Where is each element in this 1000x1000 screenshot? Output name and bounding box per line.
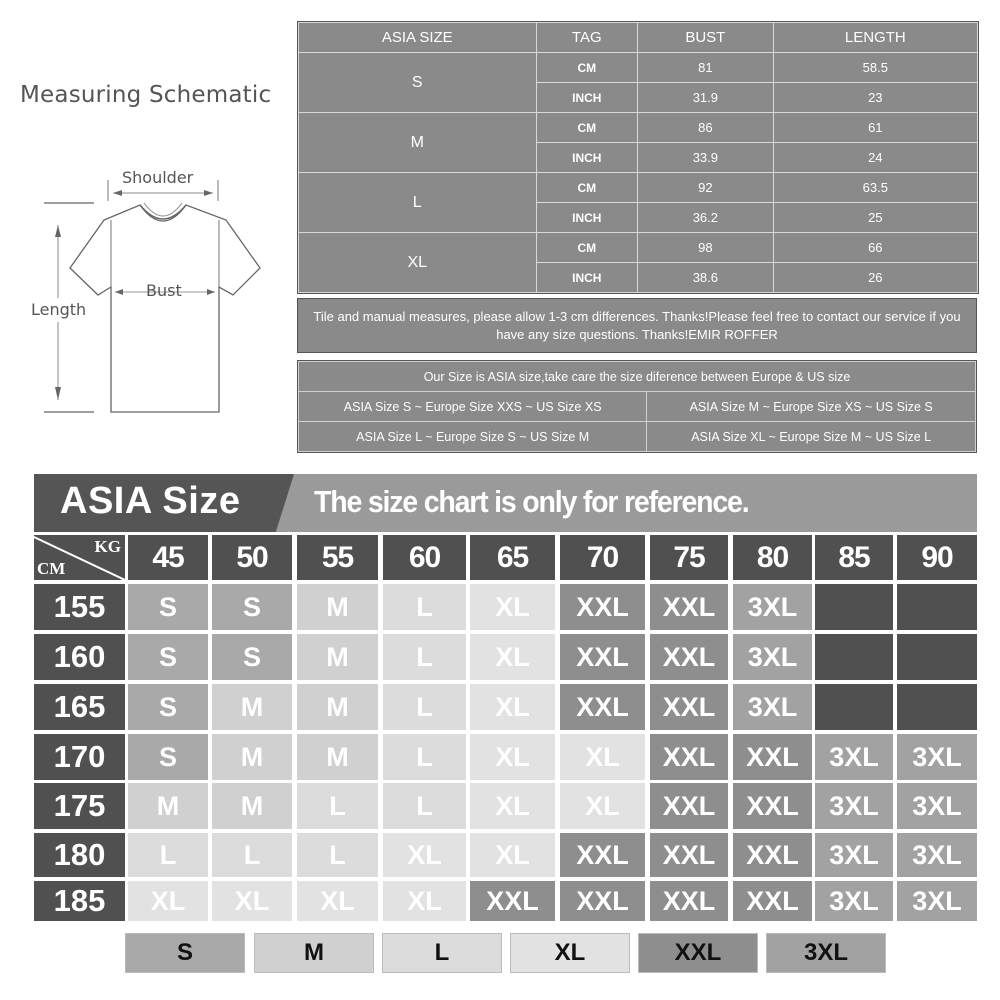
- conversion-item: ASIA Size S ~ Europe Size XXS ~ US Size XS: [299, 392, 647, 422]
- legend-swatch-l: L: [382, 933, 502, 973]
- size-cell: 3XL: [733, 634, 812, 680]
- height-header: 170: [34, 734, 125, 780]
- conversion-title: Our Size is ASIA size,take care the size diference between Europe & US size: [299, 362, 976, 392]
- size-cell: XXL: [560, 881, 645, 921]
- size-conversion-table: [297, 360, 977, 453]
- legend-swatch-xxl: XXL: [638, 933, 758, 973]
- size-cell: XL: [299, 233, 537, 293]
- size-cell: [815, 684, 893, 730]
- size-cell: L: [383, 684, 466, 730]
- size-cell: S: [128, 734, 208, 780]
- header-length: LENGTH: [773, 23, 977, 53]
- size-cell: XXL: [560, 684, 645, 730]
- size-cell: XL: [560, 783, 645, 829]
- length-cell: 58.5: [773, 53, 977, 83]
- header-asia-size: ASIA SIZE: [299, 23, 537, 53]
- size-cell: S: [128, 634, 208, 680]
- bust-cell: 98: [638, 233, 774, 263]
- size-cell: XXL: [650, 783, 728, 829]
- size-cell: L: [299, 173, 537, 233]
- size-cell: S: [212, 584, 292, 630]
- height-header: 175: [34, 783, 125, 829]
- size-cell: L: [383, 634, 466, 680]
- size-cell: XXL: [650, 881, 728, 921]
- weight-header: 90: [897, 535, 977, 580]
- bust-cell: 33.9: [638, 143, 774, 173]
- size-cell: XXL: [733, 734, 812, 780]
- length-cell: 63.5: [773, 173, 977, 203]
- tag-cell: INCH: [536, 143, 638, 173]
- size-cell: XL: [560, 734, 645, 780]
- height-header: 185: [34, 881, 125, 921]
- banner-title: ASIA Size: [60, 480, 241, 522]
- bust-cell: 31.9: [638, 83, 774, 113]
- size-cell: M: [297, 684, 378, 730]
- size-cell: S: [212, 634, 292, 680]
- size-cell: 3XL: [897, 881, 977, 921]
- cm-unit-label: CM: [37, 559, 66, 578]
- height-header: 180: [34, 833, 125, 877]
- size-cell: [897, 584, 977, 630]
- banner-subtitle: The size chart is only for reference.: [314, 484, 749, 519]
- schematic-title: Measuring Schematic: [20, 82, 272, 108]
- size-cell: 3XL: [733, 584, 812, 630]
- tag-cell: INCH: [536, 83, 638, 113]
- size-cell: L: [297, 783, 378, 829]
- size-cell: [815, 634, 893, 680]
- size-cell: M: [128, 783, 208, 829]
- size-cell: XXL: [650, 684, 728, 730]
- size-cell: XL: [383, 881, 466, 921]
- size-cell: XL: [383, 833, 466, 877]
- bust-cell: 38.6: [638, 263, 774, 293]
- weight-header: 80: [733, 535, 812, 580]
- length-label: Length: [31, 300, 87, 319]
- size-cell: S: [128, 684, 208, 730]
- height-header: 165: [34, 684, 125, 730]
- weight-header: 55: [297, 535, 378, 580]
- size-cell: XXL: [733, 833, 812, 877]
- legend-swatch-xl: XL: [510, 933, 630, 973]
- tag-cell: CM: [536, 53, 638, 83]
- size-cell: 3XL: [733, 684, 812, 730]
- size-cell: 3XL: [815, 833, 893, 877]
- size-cell: 3XL: [897, 783, 977, 829]
- table-header-row: [299, 23, 978, 53]
- size-cell: XXL: [560, 833, 645, 877]
- weight-header: 60: [383, 535, 466, 580]
- tag-cell: CM: [536, 113, 638, 143]
- length-cell: 25: [773, 203, 977, 233]
- size-cell: M: [297, 634, 378, 680]
- size-cell: [897, 684, 977, 730]
- size-cell: M: [297, 584, 378, 630]
- size-cell: XXL: [650, 584, 728, 630]
- size-cell: XXL: [560, 634, 645, 680]
- size-cell: XL: [297, 881, 378, 921]
- size-cell: XL: [470, 833, 555, 877]
- shoulder-label: Shoulder: [122, 168, 194, 187]
- weight-header: 75: [650, 535, 728, 580]
- size-cell: XXL: [650, 634, 728, 680]
- length-cell: 61: [773, 113, 977, 143]
- size-cell: L: [383, 783, 466, 829]
- weight-header: 85: [815, 535, 893, 580]
- legend-swatch-m: M: [254, 933, 374, 973]
- size-cell: 3XL: [897, 833, 977, 877]
- size-cell: 3XL: [897, 734, 977, 780]
- weight-header: 50: [212, 535, 292, 580]
- size-cell: 3XL: [815, 783, 893, 829]
- size-cell: 3XL: [815, 734, 893, 780]
- conversion-item: ASIA Size M ~ Europe Size XS ~ US Size S: [647, 392, 976, 422]
- size-cell: XL: [470, 783, 555, 829]
- conversion-item: ASIA Size L ~ Europe Size S ~ US Size M: [299, 422, 647, 452]
- tag-cell: INCH: [536, 263, 638, 293]
- size-cell: XXL: [650, 734, 728, 780]
- size-cell: M: [212, 684, 292, 730]
- kg-unit-label: KG: [94, 537, 121, 556]
- tag-cell: INCH: [536, 203, 638, 233]
- size-cell: M: [212, 783, 292, 829]
- size-cell: M: [212, 734, 292, 780]
- weight-header: 45: [128, 535, 208, 580]
- length-cell: 24: [773, 143, 977, 173]
- bust-cell: 92: [638, 173, 774, 203]
- asia-size-banner: [34, 474, 977, 532]
- table-row: [299, 173, 978, 203]
- weight-header: 65: [470, 535, 555, 580]
- legend-swatch-3xl: 3XL: [766, 933, 886, 973]
- length-cell: 26: [773, 263, 977, 293]
- size-cell: XL: [212, 881, 292, 921]
- length-cell: 23: [773, 83, 977, 113]
- size-cell: 3XL: [815, 881, 893, 921]
- tag-cell: CM: [536, 233, 638, 263]
- bust-cell: 81: [638, 53, 774, 83]
- size-cell: L: [297, 833, 378, 877]
- height-header: 160: [34, 634, 125, 680]
- size-cell: XXL: [560, 584, 645, 630]
- size-cell: L: [212, 833, 292, 877]
- size-cell: L: [383, 584, 466, 630]
- size-spec-table: [297, 21, 979, 294]
- size-cell: XL: [470, 684, 555, 730]
- size-cell: S: [299, 53, 537, 113]
- size-cell: [897, 634, 977, 680]
- table-row: [299, 113, 978, 143]
- table-row: [299, 53, 978, 83]
- legend-swatch-s: S: [125, 933, 245, 973]
- size-cell: S: [128, 584, 208, 630]
- header-tag: TAG: [536, 23, 638, 53]
- table-row: [299, 233, 978, 263]
- bust-cell: 36.2: [638, 203, 774, 233]
- header-bust: BUST: [638, 23, 774, 53]
- size-cell: XL: [470, 584, 555, 630]
- bust-label: Bust: [146, 281, 182, 300]
- weight-header: 70: [560, 535, 645, 580]
- grid-corner-cell: [34, 535, 125, 580]
- size-cell: M: [299, 113, 537, 173]
- height-header: 155: [34, 584, 125, 630]
- conversion-item: ASIA Size XL ~ Europe Size M ~ US Size L: [647, 422, 976, 452]
- bust-cell: 86: [638, 113, 774, 143]
- size-cell: XXL: [650, 833, 728, 877]
- measurement-note: Tile and manual measures, please allow 1-3 cm differences. Thanks!Please feel free to contact our service if you have any size questions. Thanks!EMIR ROFFER: [297, 298, 977, 353]
- size-cell: [815, 584, 893, 630]
- size-cell: XXL: [733, 783, 812, 829]
- size-cell: XXL: [733, 881, 812, 921]
- size-cell: L: [383, 734, 466, 780]
- size-cell: L: [128, 833, 208, 877]
- length-cell: 66: [773, 233, 977, 263]
- size-cell: XL: [470, 634, 555, 680]
- size-cell: M: [297, 734, 378, 780]
- size-cell: XL: [470, 734, 555, 780]
- size-cell: XL: [128, 881, 208, 921]
- size-cell: XXL: [470, 881, 555, 921]
- tag-cell: CM: [536, 173, 638, 203]
